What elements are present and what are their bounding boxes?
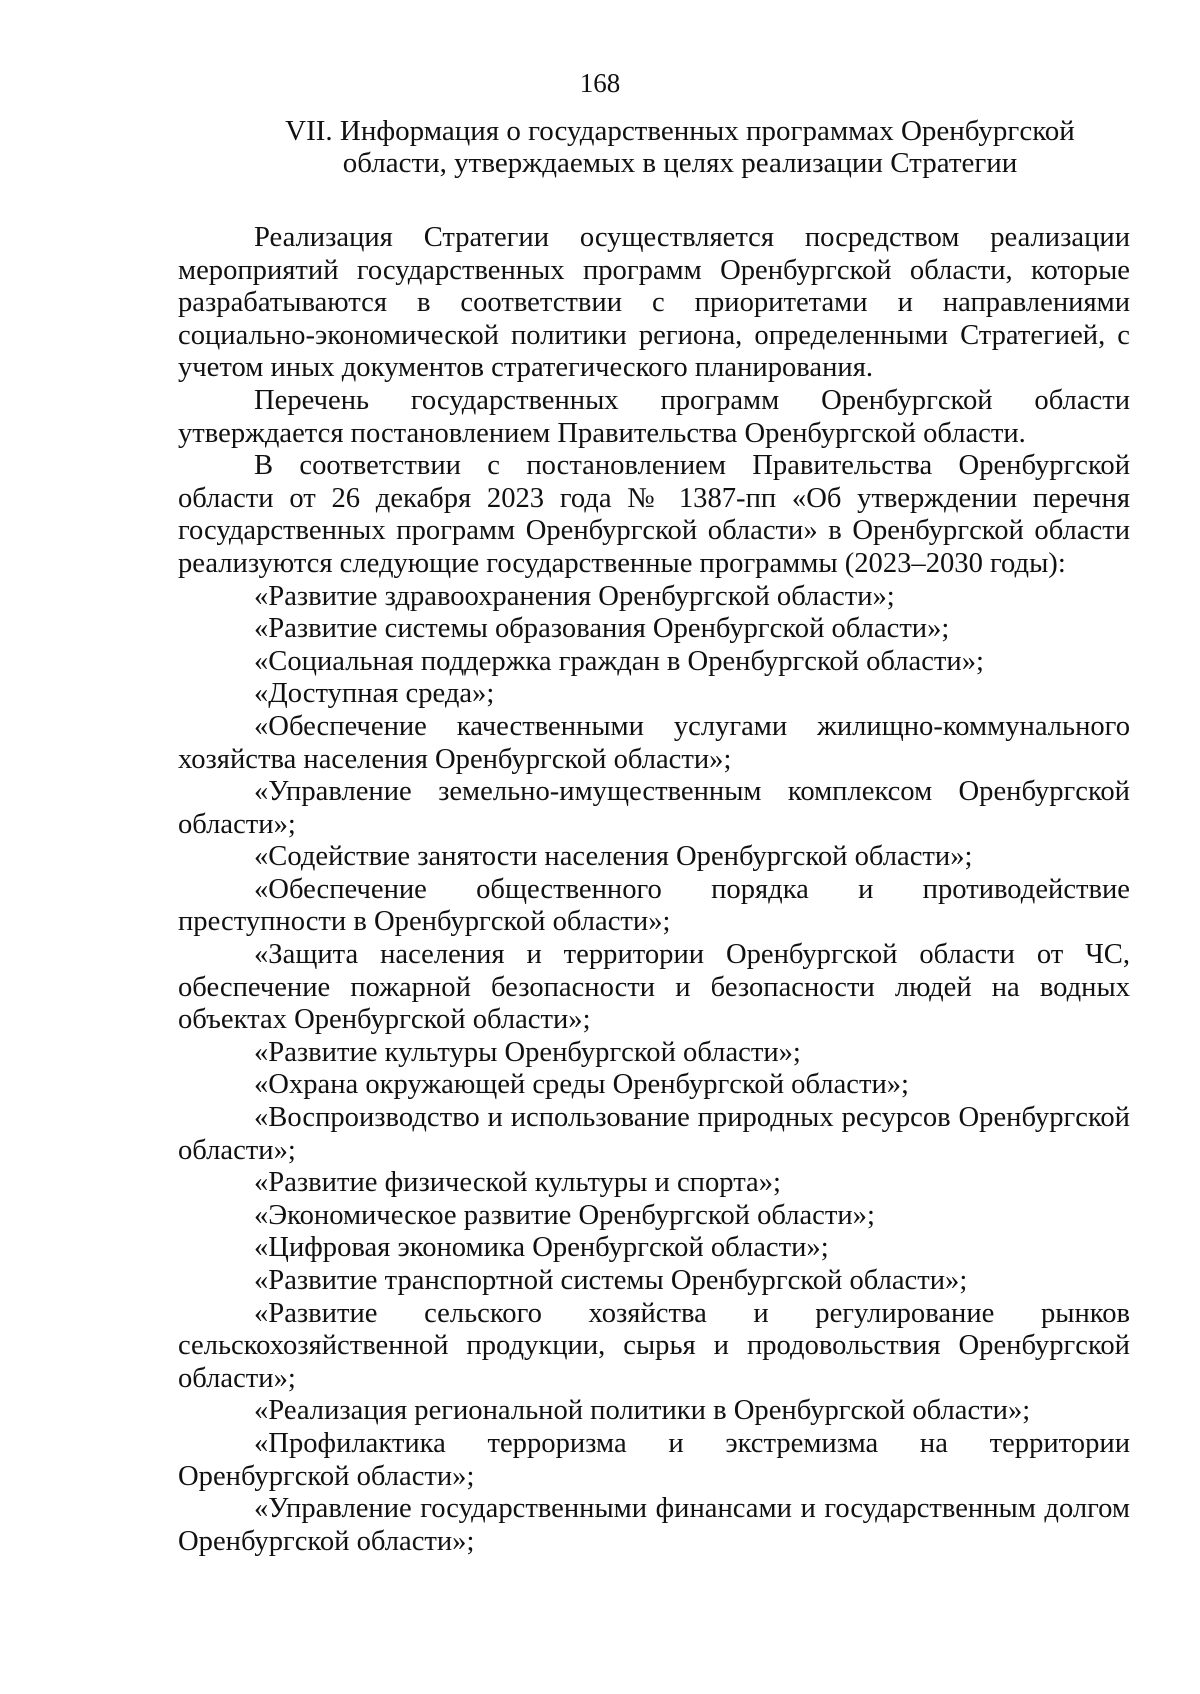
section-heading-line-1: VII. Информация о государственных программах Оренбургской [285,115,1075,147]
page-number: 168 [579,68,621,98]
program-item: «Развитие здравоохранения Оренбургской области»; [254,580,895,612]
program-item: «Обеспечение общественного порядка и противодействие преступности в Оренбургской области»; [178,873,1130,938]
program-item: «Цифровая экономика Оренбургской области»; [254,1232,829,1264]
paragraph: Перечень государственных программ Оренбургской области утверждается постановлением Правительства Оренбургской области. [178,384,1130,449]
program-item: «Развитие сельского хозяйства и регулирование рынков сельскохозяйственной продукции, сырья и продовольствия Оренбургской области»; [178,1297,1130,1394]
program-item: «Развитие транспортной системы Оренбургской области»; [254,1265,968,1296]
program-item: «Содействие занятости населения Оренбургской области»; [254,841,973,873]
program-item: «Обеспечение качественными услугами жилищно-коммунального хозяйства населения Оренбургской области»; [178,710,1130,775]
program-item: «Доступная среда»; [254,678,495,710]
program-item: «Профилактика терроризма и экстремизма на территории Оренбургской области»; [178,1427,1130,1492]
program-item: «Экономическое развитие Оренбургской области»; [254,1199,875,1231]
section-heading-line-2: области, утверждаемых в целях реализации Стратегии [342,147,1018,179]
program-item: «Развитие культуры Оренбургской области»; [254,1036,801,1068]
program-item: «Воспроизводство и использование природных ресурсов Оренбургской области»; [178,1102,1130,1166]
paragraph: Реализация Стратегии осуществляется посредством реализации мероприятий государственных программ Оренбургской области, которые разрабатываются в соответствии с приоритетами и направлениями социально-экономической политики региона, определенными Стратегией, с учетом иных документов стратегического планирования. [178,222,1130,384]
program-item: «Развитие физической культуры и спорта»; [254,1167,781,1199]
program-item: «Социальная поддержка граждан в Оренбургской области»; [254,645,984,677]
paragraph: В соответствии с постановлением Правительства Оренбургской области от 26 декабря 2023 года № 1387-пп «Об утверждении перечня государственных программ Оренбургской области» в Оренбургской области реализуются следующие государственные программы (2023–2030 годы): [178,450,1130,579]
program-item: «Охрана окружающей среды Оренбургской области»; [254,1069,910,1101]
program-item: «Защита населения и территории Оренбургской области от ЧС, обеспечение пожарной безопасности и безопасности людей на водных объектах Оренбургской области»; [178,939,1130,1036]
program-item: «Реализация региональной политики в Оренбургской области»; [254,1395,1031,1427]
program-item: «Развитие системы образования Оренбургской области»; [254,613,950,645]
program-item: «Управление земельно-имущественным комплексом Оренбургской области»; [178,776,1130,840]
program-item: «Управление государственными финансами и государственным долгом Оренбургской области»; [178,1493,1130,1557]
document-body [178,222,1130,1558]
section-heading [270,115,1090,179]
